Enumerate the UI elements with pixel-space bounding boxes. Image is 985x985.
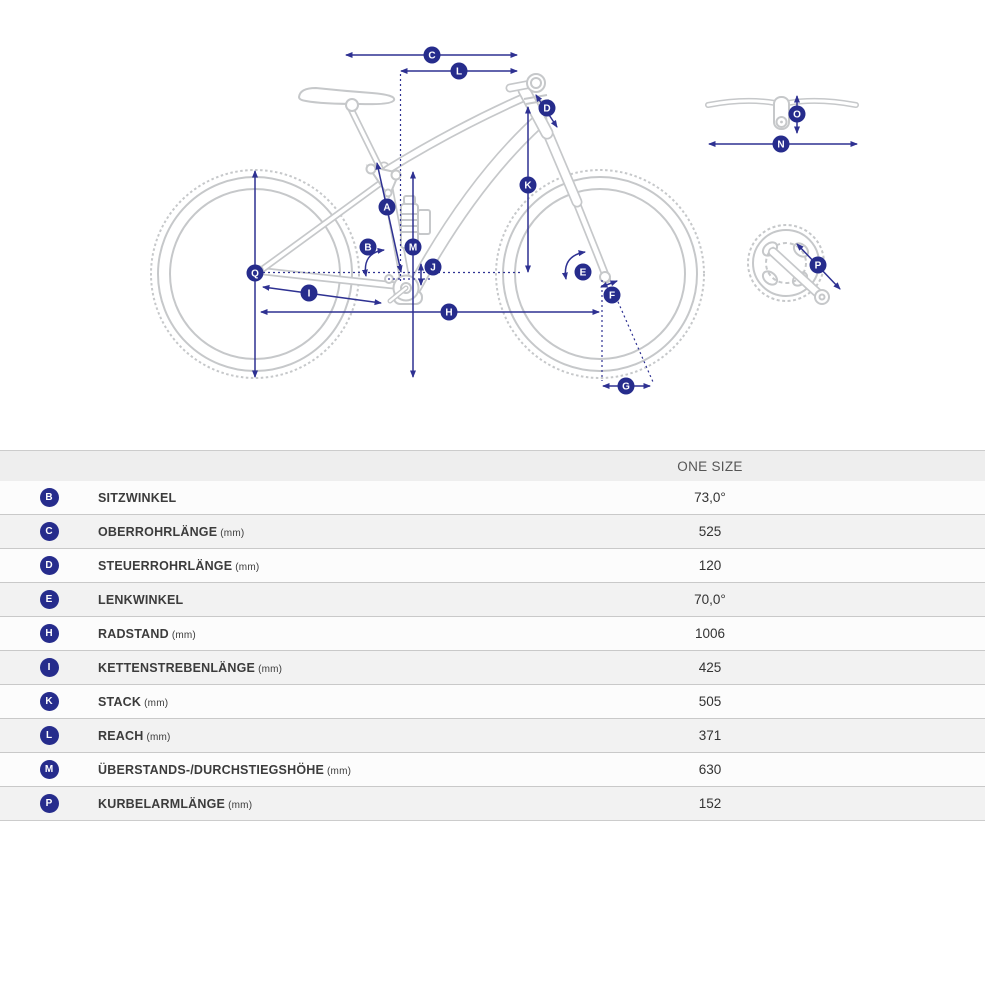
diagram-label-E [575,264,592,281]
row-unit: (mm) [171,629,196,641]
row-label: RADSTAND [98,626,169,641]
row-letter-badge: C [40,522,59,541]
column-header-one-size: ONE SIZE [677,458,743,474]
svg-text:D: D [543,103,551,115]
svg-text:C: C [428,50,436,62]
row-letter-badge: B [40,488,59,507]
row-value: 1006 [694,626,726,641]
svg-text:N: N [777,139,785,151]
diagram-label-L [451,63,468,80]
diagram-label-K [520,177,537,194]
row-badge-cell [0,692,98,711]
geometry-table-body [0,481,985,820]
row-letter-badge: E [40,590,59,609]
table-row [0,548,985,582]
table-row [0,718,985,752]
diagram-label-G [618,378,635,395]
diagram-label-D [539,100,556,117]
diagram-label-N [773,136,790,153]
svg-text:E: E [579,267,587,279]
row-letter-badge: D [40,556,59,575]
diagram-label-O [789,106,806,123]
row-unit: (mm) [220,527,245,539]
diagram-label-Q [247,265,264,282]
svg-text:L: L [455,66,463,78]
row-label: LENKWINKEL [98,592,184,607]
diagram-label-A [379,199,396,216]
row-label: OBERROHRLÄNGE [98,524,218,539]
diagram-label-P [810,257,827,274]
svg-text:Q: Q [251,268,259,280]
diagram-label-H [441,304,458,321]
row-label: KETTENSTREBENLÄNGE [98,660,256,675]
row-badge-cell [0,726,98,745]
row-value: 73,0° [694,490,726,505]
row-value: 525 [698,524,722,539]
table-row [0,650,985,684]
diagram-label-C [424,47,441,64]
row-label: STEUERROHRLÄNGE [98,558,233,573]
row-badge-cell [0,590,98,609]
row-label-cell [98,729,500,743]
row-label-cell [98,661,500,675]
row-unit: (mm) [144,697,169,709]
table-row [0,514,985,548]
row-unit: (mm) [327,765,352,777]
row-label-cell [98,695,500,709]
row-label-cell [98,763,500,777]
row-letter-badge: M [40,760,59,779]
diagram-label-F [604,287,621,304]
row-label-cell [98,525,500,539]
row-badge-cell [0,658,98,677]
table-row [0,752,985,786]
row-value: 425 [698,660,722,675]
row-value: 152 [698,796,722,811]
table-header-row [0,451,985,481]
fork [548,133,610,282]
geometry-table [0,450,985,821]
diagram-label-I [301,285,318,302]
row-label-cell [98,491,500,505]
svg-text:H: H [445,307,453,319]
bike-geometry-svg [0,0,985,450]
row-letter-badge: H [40,624,59,643]
row-label: REACH [98,728,144,743]
row-letter-badge: K [40,692,59,711]
svg-text:O: O [793,109,801,121]
row-badge-cell [0,794,98,813]
svg-text:J: J [430,262,436,274]
row-label-cell [98,593,500,607]
svg-text:B: B [364,242,372,254]
saddle-and-seatpost [299,88,394,170]
row-badge-cell [0,556,98,575]
table-row [0,786,985,820]
row-unit: (mm) [258,663,283,675]
row-value: 505 [698,694,722,709]
bike-drawing [151,74,856,378]
row-unit: (mm) [146,731,171,743]
table-row [0,582,985,616]
diagram-label-J [425,259,442,276]
row-badge-cell [0,624,98,643]
row-label: KURBELARMLÄNGE [98,796,226,811]
row-letter-badge: I [40,658,59,677]
row-label: SITZWINKEL [98,490,177,505]
svg-text:F: F [608,290,616,302]
svg-text:M: M [408,242,418,254]
row-value: 120 [698,558,722,573]
handlebar-detail [708,97,856,129]
row-label: STACK [98,694,142,709]
svg-text:A: A [383,202,391,214]
bike-geometry-diagram [0,0,985,450]
row-unit: (mm) [235,561,260,573]
row-unit: (mm) [228,799,253,811]
row-value: 70,0° [694,592,726,607]
row-letter-badge: P [40,794,59,813]
table-row [0,481,985,514]
row-badge-cell [0,760,98,779]
dim-line-I [263,287,381,303]
diagram-label-B [360,239,377,256]
row-value: 371 [698,728,722,743]
svg-text:K: K [524,180,532,192]
table-row [0,684,985,718]
svg-text:I: I [307,288,311,300]
row-badge-cell [0,488,98,507]
svg-text:G: G [622,381,630,393]
row-letter-badge: L [40,726,59,745]
diagram-label-M [405,239,422,256]
row-badge-cell [0,522,98,541]
table-row [0,616,985,650]
row-label-cell [98,559,500,573]
row-label-cell [98,797,500,811]
row-label-cell [98,627,500,641]
row-value: 630 [698,762,722,777]
row-label: ÜBERSTANDS-/DURCHSTIEGSHÖHE [98,762,325,777]
svg-text:P: P [814,260,822,272]
